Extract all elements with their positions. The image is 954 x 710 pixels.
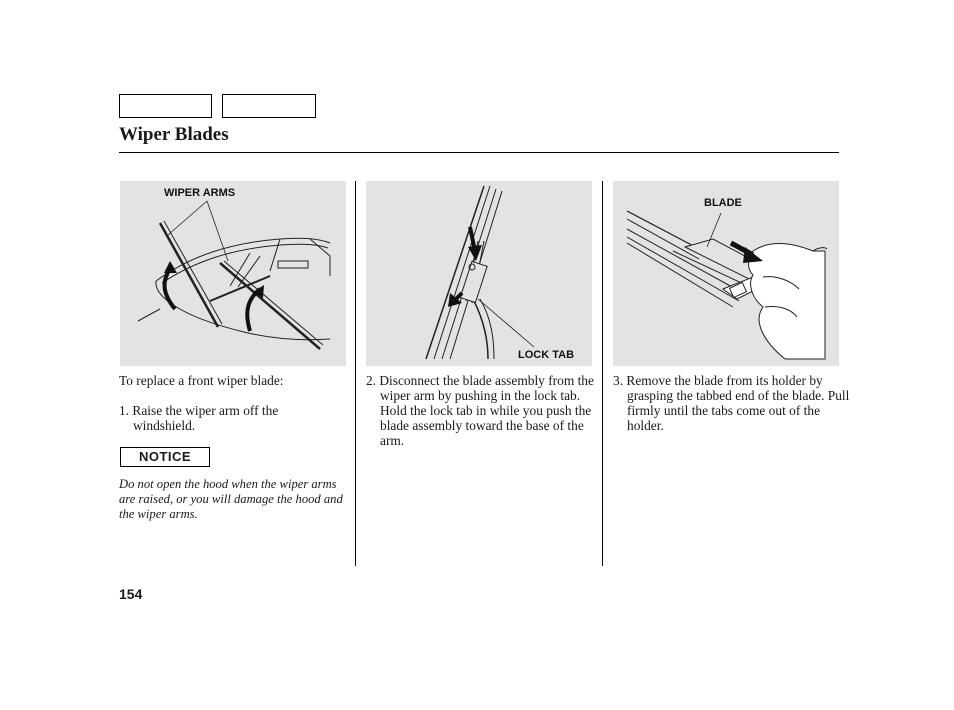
step-1-text: 1. Raise the wiper arm off the windshield. bbox=[119, 403, 279, 433]
wiper-arms-label: WIPER ARMS bbox=[164, 187, 236, 199]
figure-wiper-arms bbox=[120, 181, 346, 366]
blade-label: BLADE bbox=[704, 197, 742, 209]
column-divider-1 bbox=[355, 181, 356, 566]
intro-text: To replace a front wiper blade: bbox=[119, 373, 284, 388]
figure-blade bbox=[613, 181, 839, 366]
nav-box-2[interactable] bbox=[222, 94, 316, 118]
nav-box-1[interactable] bbox=[119, 94, 212, 118]
figure-lock-tab bbox=[366, 181, 592, 366]
title-rule bbox=[119, 152, 839, 153]
page-number: 154 bbox=[119, 586, 143, 602]
wiper-arms-illustration bbox=[120, 181, 346, 366]
step-2-text: 2. Disconnect the blade assembly from the wiper arm by pushing in the lock tab. Hold the lock tab in while you push the blade assembly toward the base of the arm. bbox=[366, 373, 594, 448]
page-title: Wiper Blades bbox=[119, 124, 229, 145]
notice-label: NOTICE bbox=[138, 449, 192, 464]
notice-badge bbox=[120, 447, 210, 467]
notice-text: Do not open the hood when the wiper arms are raised, or you will damage the hood and the wiper arms. bbox=[119, 477, 343, 521]
step-3-text: 3. Remove the blade from its holder by grasping the tabbed end of the blade. Pull firmly until the tabs come out of the holder. bbox=[613, 373, 850, 433]
lock-tab-label: LOCK TAB bbox=[518, 349, 575, 361]
lock-tab-illustration bbox=[366, 181, 592, 366]
